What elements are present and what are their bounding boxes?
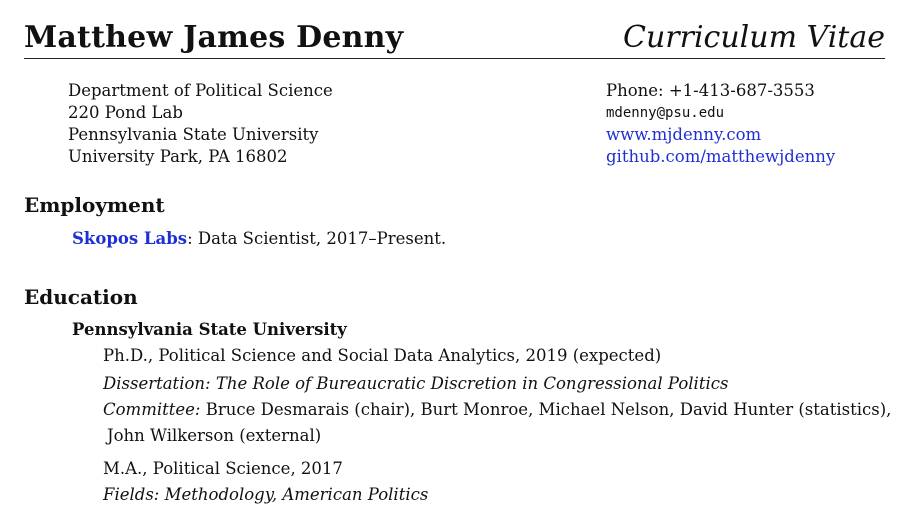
address-line: Pennsylvania State University xyxy=(68,125,319,144)
address-line: 220 Pond Lab xyxy=(68,103,183,122)
address-block xyxy=(68,80,333,168)
institution-name: Pennsylvania State University xyxy=(72,320,347,339)
employer-link[interactable]: Skopos Labs xyxy=(72,229,188,248)
section-heading-employment: Employment xyxy=(24,193,165,217)
document-title: Curriculum Vitae xyxy=(622,20,885,55)
committee-members: Bruce Desmarais (chair), Burt Monroe, Michael Nelson, David Hunter (statistics), xyxy=(200,400,892,419)
contact-block xyxy=(606,80,835,168)
employment-entry xyxy=(72,229,446,248)
section-heading-education: Education xyxy=(24,285,138,309)
address-line: University Park, PA 16802 xyxy=(68,147,288,166)
degree-phd: Ph.D., Political Science and Social Data Analytics, 2019 (expected) xyxy=(103,346,662,365)
person-name: Matthew James Denny xyxy=(24,20,404,55)
committee-members-cont: John Wilkerson (external) xyxy=(107,426,322,445)
committee-label: Committee: xyxy=(103,400,201,419)
ma-fields: Fields: Methodology, American Politics xyxy=(103,485,429,504)
address-line: Department of Political Science xyxy=(68,81,333,100)
employment-detail: : Data Scientist, 2017–Present. xyxy=(187,229,447,248)
committee-line xyxy=(103,400,891,419)
github-link[interactable]: github.com/matthewjdenny xyxy=(606,147,836,166)
email-address[interactable]: mdenny@psu.edu xyxy=(606,105,725,121)
dissertation-title: Dissertation: The Role of Bureaucratic Discretion in Congressional Politics xyxy=(103,374,729,393)
website-link[interactable]: www.mjdenny.com xyxy=(606,125,762,144)
degree-ma: M.A., Political Science, 2017 xyxy=(103,459,343,478)
phone-number: Phone: +1-413-687-3553 xyxy=(606,81,815,100)
cv-header xyxy=(24,18,885,59)
